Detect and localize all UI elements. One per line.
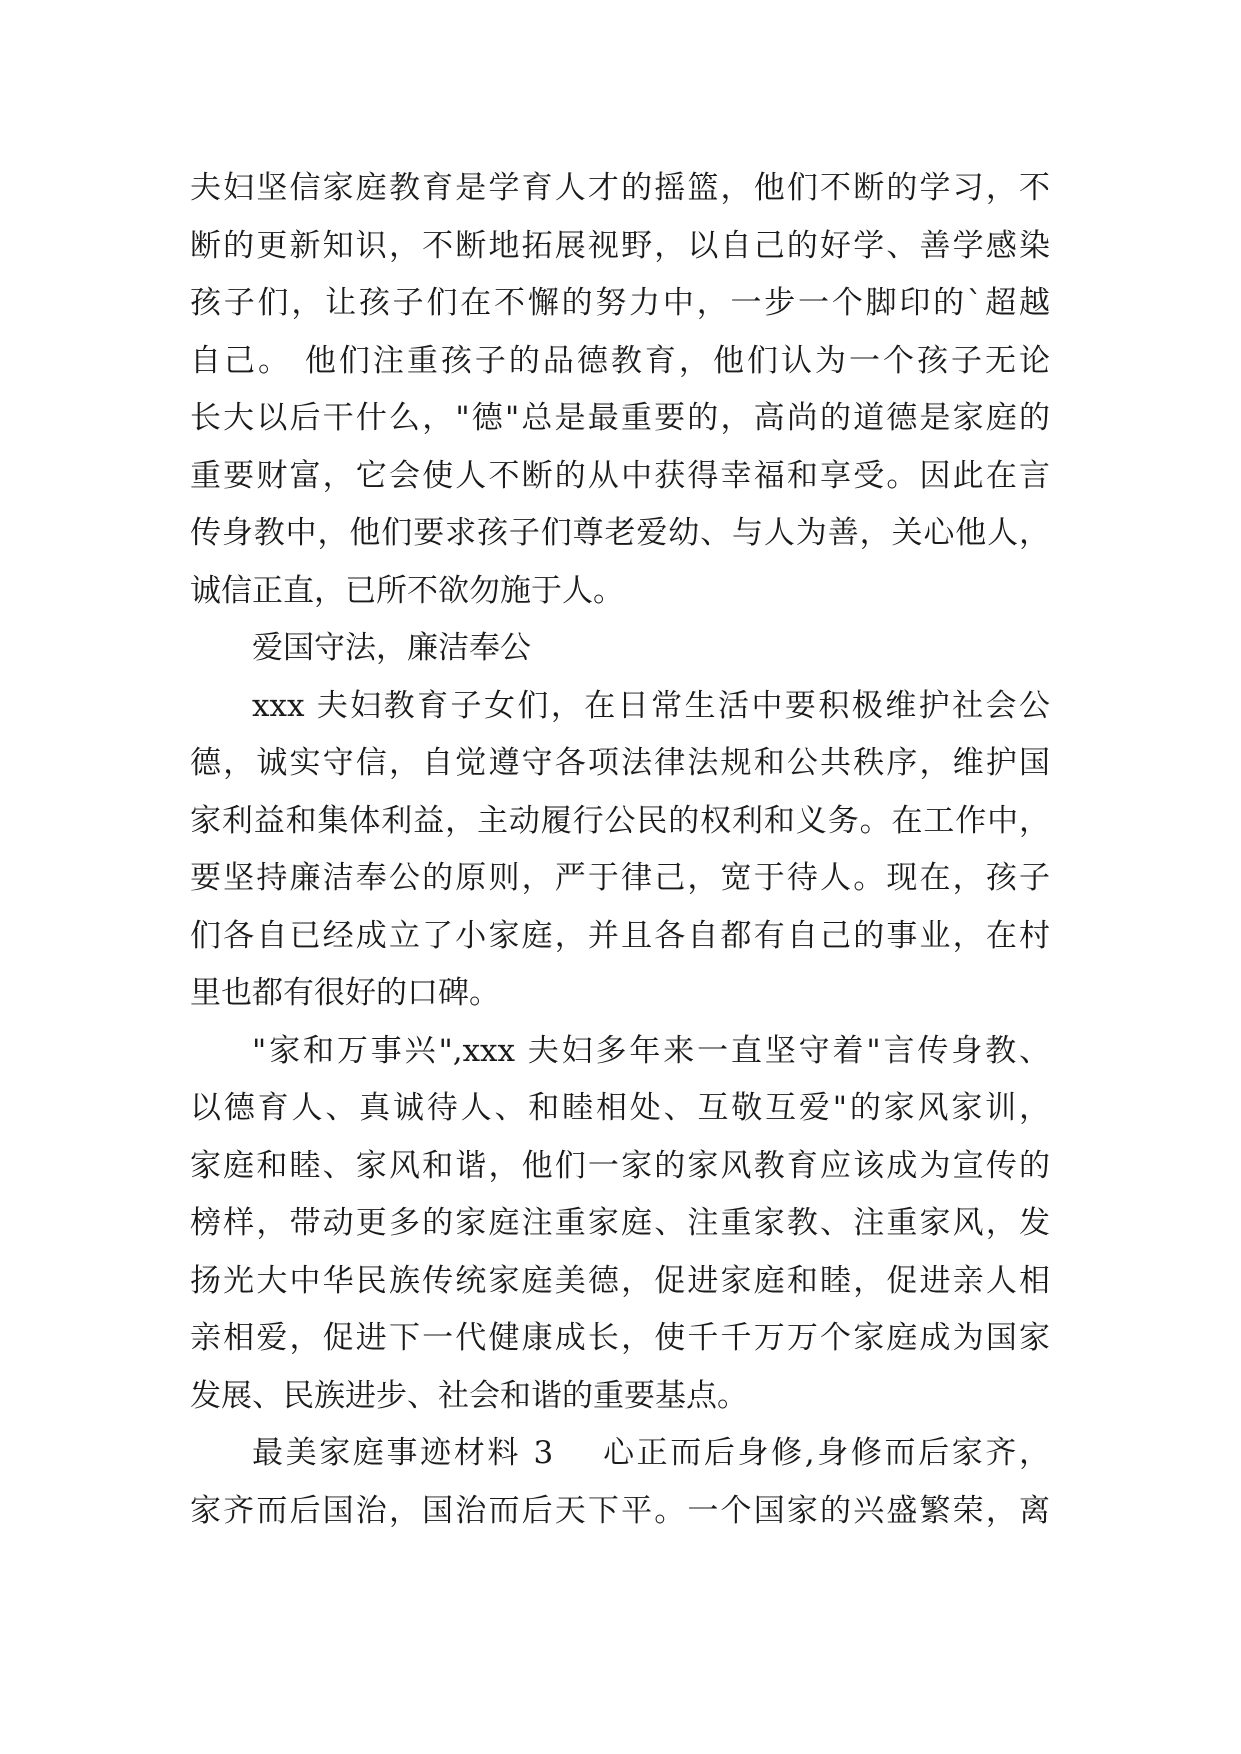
text-line: 长大以后干什么，"德"总是最重要的，高尚的道德是家庭的 (190, 400, 1050, 436)
text-line: 家庭和睦、家风和谐，他们一家的家风教育应该成为宣传的 (190, 1147, 1050, 1184)
text-line: 以德育人、真诚待人、和睦相处、互敬互爱"的家风家训， (190, 1090, 1050, 1126)
text-line: 自己。 他们注重孩子的品德教育，他们认为一个孩子无论 (190, 342, 1050, 379)
text-line: 扬光大中华民族传统家庭美德，促进家庭和睦，促进亲人相 (190, 1262, 1050, 1299)
text-line: 家齐而后国治，国治而后天下平。一个国家的兴盛繁荣，离 (190, 1492, 1050, 1529)
text-line: 德，诚实守信，自觉遵守各项法律法规和公共秩序，维护国 (190, 745, 1050, 781)
text-line: 断的更新知识，不断地拓展视野，以自己的好学、善学感染 (190, 227, 1050, 264)
text-line: 孩子们，让孩子们在不懈的努力中，一步一个脚印的`超越 (190, 285, 1050, 321)
text-line: 夫妇坚信家庭教育是学育人才的摇篮，他们不断的学习，不 (190, 170, 1050, 206)
text-line: 诚信正直，已所不欲勿施于人。 (190, 572, 624, 609)
text-line: 传身教中，他们要求孩子们尊老爱幼、与人为善，关心他人， (190, 515, 1050, 551)
text-line: 亲相爱，促进下一代健康成长，使千千万万个家庭成为国家 (190, 1320, 1050, 1356)
text-line: 们各自已经成立了小家庭，并且各自都有自己的事业，在村 (190, 917, 1050, 954)
text-line: 榜样，带动更多的家庭注重家庭、注重家教、注重家风，发 (190, 1205, 1050, 1241)
text-line: 重要财富，它会使人不断的从中获得幸福和享受。因此在言 (190, 457, 1050, 494)
text-line: "家和万事兴",xxx 夫妇多年来一直坚守着"言传身教、 (252, 1032, 1050, 1069)
text-line: 要坚持廉洁奉公的原则，严于律己，宽于待人。现在，孩子 (190, 860, 1050, 896)
text-line: 家利益和集体利益，主动履行公民的权利和义务。在工作中， (190, 802, 1050, 839)
text-line: 里也都有很好的口碑。 (190, 975, 500, 1011)
text-line: 最美家庭事迹材料 3 心正而后身修,身修而后家齐， (252, 1435, 1050, 1471)
document-body (190, 160, 1050, 1540)
text-line: xxx 夫妇教育子女们，在日常生活中要积极维护社会公 (252, 687, 1050, 724)
text-line: 爱国守法，廉洁奉公 (252, 630, 531, 666)
text-line: 发展、民族进步、社会和谐的重要基点。 (190, 1377, 748, 1414)
